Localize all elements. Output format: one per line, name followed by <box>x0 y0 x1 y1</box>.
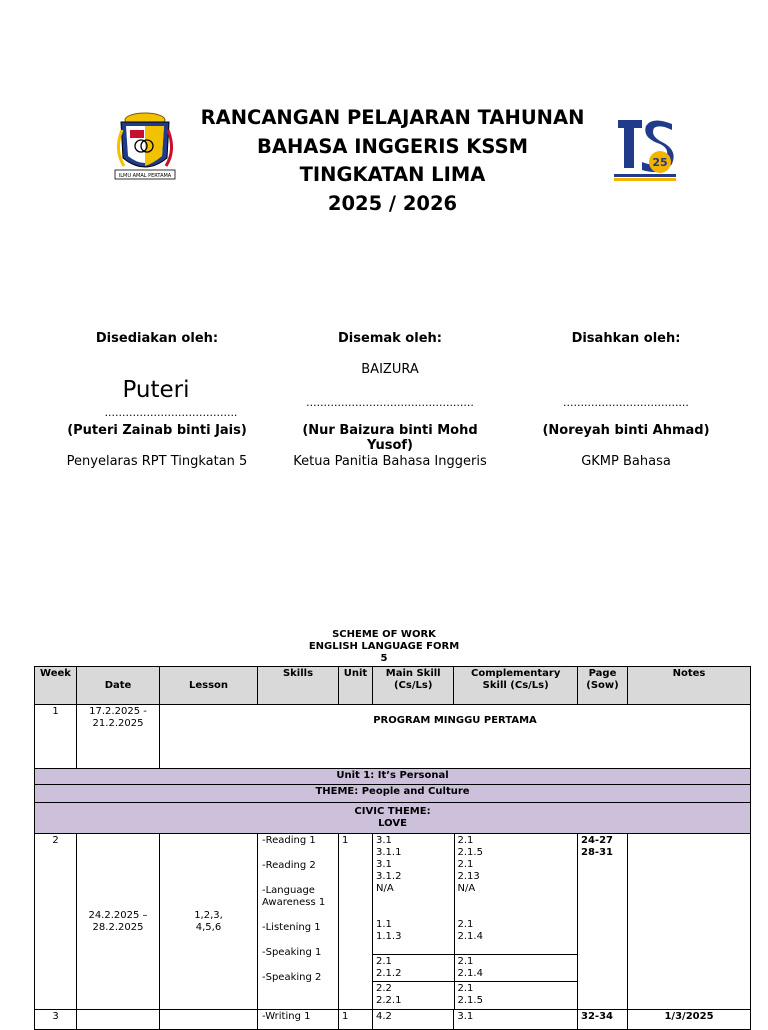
week-3-notes: 1/3/2025 <box>628 1010 751 1030</box>
week-3-comp-skill: 3.1 <box>454 1010 578 1030</box>
comp-skill-block-2 <box>454 954 577 981</box>
comp-skill-block-3 <box>454 981 577 1009</box>
header-lesson: Lesson <box>160 667 258 705</box>
main-skill-code: 2.2.1 <box>376 994 402 1006</box>
week-2-skills <box>258 834 339 1010</box>
skill-item: -Listening 1 <box>262 922 321 933</box>
comp-skill-block-1 <box>454 834 577 954</box>
week-2-page <box>578 834 628 1010</box>
comp-skill-code: 2.1.5 <box>457 847 483 858</box>
week-1-number: 1 <box>35 705 77 769</box>
main-skill-code: 2.1.2 <box>376 967 402 979</box>
page-range: 28-31 <box>581 847 613 858</box>
week-2-date: 24.2.2025 – 28.2.2025 <box>77 834 160 1010</box>
unit-band-row <box>35 769 751 785</box>
week-3-lesson <box>160 1010 258 1030</box>
header-complementary-skill: Complementary Skill (Cs/Ls) <box>454 667 578 705</box>
ts25-program-logo-icon <box>612 112 678 184</box>
main-skill-code: 2.1 <box>376 955 392 967</box>
signatory-role-approved: GKMP Bahasa <box>581 454 671 469</box>
main-skill-block-1 <box>373 834 454 954</box>
signatory-name-approved: (Noreyah binti Ahmad) <box>542 423 710 438</box>
main-skill-code: 2.2 <box>376 982 392 994</box>
sow-title-3: 5 <box>380 653 388 664</box>
signature-reviewed: BAIZURA <box>361 362 419 377</box>
main-skill-code: 3.1.2 <box>376 871 402 882</box>
header-page: Page (Sow) <box>578 667 628 705</box>
week-2-unit: 1 <box>339 834 373 1010</box>
comp-skill-code: N/A <box>457 883 476 894</box>
skill-item: -Reading 2 <box>262 860 316 871</box>
main-skill-code: 1.1.3 <box>376 931 402 942</box>
signature-heading-reviewed: Disemak oleh: <box>338 331 442 346</box>
theme-band-row <box>35 785 751 803</box>
table-header-row <box>35 667 751 705</box>
table-row-week-3 <box>35 1010 751 1030</box>
civic-theme-label: CIVIC THEME: <box>354 806 431 817</box>
signatory-role-reviewed: Ketua Panitia Bahasa Inggeris <box>293 454 487 469</box>
main-skill-code: 3.1 <box>376 835 392 846</box>
signature-line-prepared: ...................................... <box>104 406 238 419</box>
week-3-number: 3 <box>35 1010 77 1030</box>
signatory-name-prepared: (Puteri Zainab binti Jais) <box>67 423 247 438</box>
scheme-of-work-table <box>34 666 751 1030</box>
main-skill-block-2 <box>373 954 454 981</box>
school-crest-icon <box>112 110 178 184</box>
skill-codes-subtable <box>373 834 577 1009</box>
skill-item: -Speaking 2 <box>262 972 322 983</box>
week-2-skill-codes <box>373 834 578 1010</box>
week-3-date <box>77 1010 160 1030</box>
main-skill-block-3 <box>373 981 454 1009</box>
comp-skill-code: 2.1.4 <box>457 931 483 942</box>
crest-motto: ILMU AMAL PERTAMA <box>118 173 172 179</box>
civic-theme-band <box>35 803 751 834</box>
comp-skill-code: 2.1 <box>457 955 474 967</box>
signatory-role-prepared: Penyelaras RPT Tingkatan 5 <box>66 454 248 469</box>
main-skill-code: 1.1 <box>376 919 392 930</box>
header-unit: Unit <box>339 667 373 705</box>
civic-theme-band-row <box>35 803 751 834</box>
header-week: Week <box>35 667 77 705</box>
skill-item: -Speaking 1 <box>262 947 322 958</box>
comp-skill-code: 2.1 <box>457 835 474 846</box>
signature-line-reviewed: ................................................ <box>306 396 474 409</box>
signature-prepared: Puteri <box>122 377 190 403</box>
header-skills: Skills <box>258 667 339 705</box>
week-3-main-skill: 4.2 <box>373 1010 454 1030</box>
signature-line-approved: .................................... <box>563 396 689 409</box>
title-line-3: TINGKATAN LIMA <box>299 163 486 186</box>
svg-text:25: 25 <box>652 156 668 169</box>
main-skill-code: 3.1 <box>376 859 392 870</box>
week-3-page: 32-34 <box>578 1010 628 1030</box>
table-row-week-2 <box>35 834 751 1010</box>
header-main-skill: Main Skill (Cs/Ls) <box>373 667 454 705</box>
main-skill-code: N/A <box>376 883 394 894</box>
table-row-week-1 <box>35 705 751 769</box>
sow-title-2: ENGLISH LANGUAGE FORM <box>308 641 460 652</box>
skill-item: -Language Awareness 1 <box>262 885 326 908</box>
title-line-4: 2025 / 2026 <box>327 192 458 215</box>
header-date: Date <box>77 667 160 705</box>
civic-theme-value: LOVE <box>378 818 407 829</box>
signatory-name-reviewed: (Nur Baizura binti Mohd Yusof) <box>302 423 478 453</box>
comp-skill-code: 2.1.4 <box>457 967 483 979</box>
comp-skill-code: 2.1 <box>457 859 474 870</box>
week-1-date: 17.2.2025 - 21.2.2025 <box>77 705 160 769</box>
title-line-2: BAHASA INGGERIS KSSM <box>256 135 529 158</box>
signature-heading-approved: Disahkan oleh: <box>571 331 681 346</box>
week-1-program: PROGRAM MINGGU PERTAMA <box>160 705 751 769</box>
week-3-unit: 1 <box>339 1010 373 1030</box>
title-line-1: RANCANGAN PELAJARAN TAHUNAN <box>200 106 585 129</box>
sow-title-1: SCHEME OF WORK <box>332 629 436 640</box>
comp-skill-code: 2.1.5 <box>457 994 483 1006</box>
signature-heading-prepared: Disediakan oleh: <box>95 331 219 346</box>
main-skill-code: 3.1.1 <box>376 847 402 858</box>
header-notes: Notes <box>628 667 751 705</box>
week-2-number: 2 <box>35 834 77 1010</box>
theme-band: THEME: People and Culture <box>35 785 751 803</box>
week-3-skill: -Writing 1 <box>258 1010 339 1030</box>
unit-band: Unit 1: It’s Personal <box>35 769 751 785</box>
skill-item: -Reading 1 <box>262 835 316 846</box>
comp-skill-code: 2.1 <box>457 982 474 994</box>
comp-skill-code: 2.13 <box>457 871 480 882</box>
week-2-notes <box>628 834 751 1010</box>
page-range: 24-27 <box>581 835 613 846</box>
week-2-lesson: 1,2,3, 4,5,6 <box>160 834 258 1010</box>
comp-skill-code: 2.1 <box>457 919 474 930</box>
